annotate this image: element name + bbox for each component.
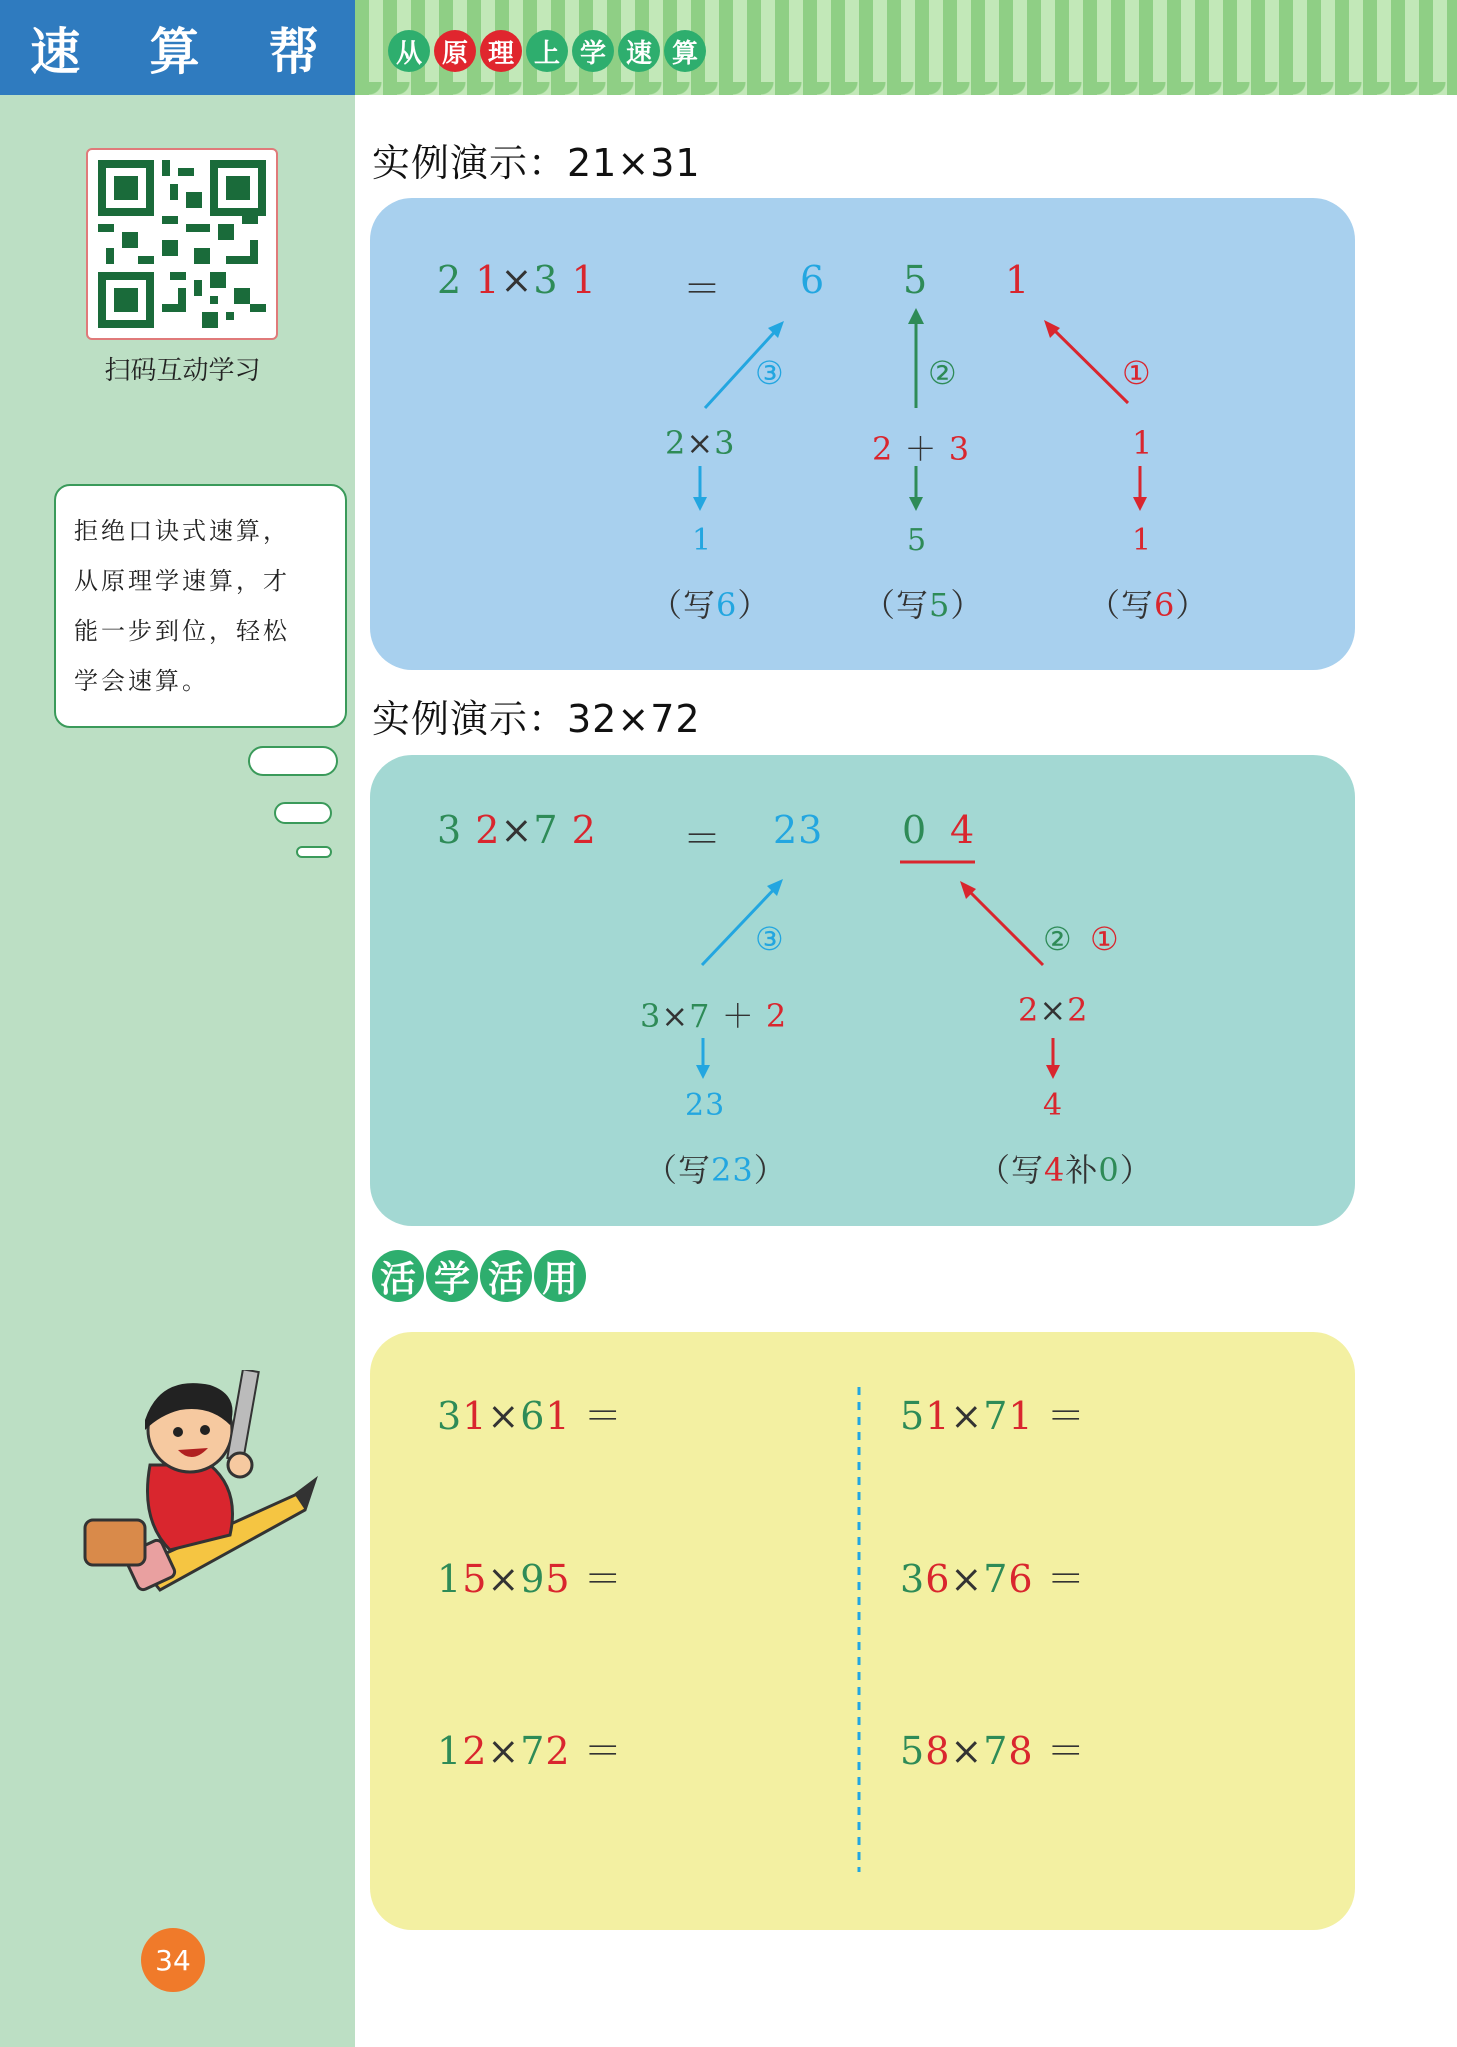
times-sign: × [500, 808, 534, 852]
digit: 6 [925, 1557, 951, 1601]
qr-code[interactable] [86, 148, 278, 340]
practice-problem[interactable] [437, 1385, 623, 1440]
digit: 1 [1008, 1394, 1034, 1438]
step-note [863, 580, 983, 626]
tip-line: 从原理学速算，才 [74, 567, 290, 595]
step-mark: ③ [755, 920, 785, 958]
digit: 1 [545, 1394, 571, 1438]
equals-sign: ＝ [1046, 1557, 1086, 1601]
thought-bubble [248, 746, 338, 776]
digit: 3 [640, 997, 662, 1035]
step-note [1088, 580, 1208, 626]
note-text: ） [737, 586, 771, 624]
series-char: 速 [618, 30, 660, 72]
arrow-head [909, 497, 923, 511]
arrow-line [1050, 326, 1128, 403]
step-mark: ① [1122, 354, 1152, 392]
digit: 3 [437, 808, 463, 852]
step-note [650, 580, 770, 626]
digit: 2 [1067, 991, 1089, 1029]
equals-sign: ＝ [583, 1394, 623, 1438]
digit: 1 [437, 1729, 463, 1773]
header-scallop [355, 82, 1457, 100]
qr-caption: 扫码互动学习 [104, 356, 261, 386]
step-mark: ② [1043, 920, 1073, 958]
thought-bubble [296, 846, 332, 858]
digit: 2 [462, 1729, 488, 1773]
step-mark: ① [1090, 920, 1120, 958]
note-value: 6 [1154, 586, 1176, 624]
arrow-head [1133, 497, 1147, 511]
arrow-head [908, 308, 924, 324]
result-digit: 23 [773, 808, 824, 852]
times-sign: × [950, 1729, 984, 1773]
practice-problem[interactable] [900, 1385, 1086, 1440]
digit: 6 [1008, 1557, 1034, 1601]
step-mark: ② [928, 354, 958, 392]
note-text: ） [1119, 1151, 1153, 1189]
digit: 5 [462, 1557, 488, 1601]
example2-equation [437, 808, 597, 852]
thought-bubble [274, 802, 332, 824]
practice-problem[interactable] [437, 1720, 623, 1775]
times-sign: × [950, 1557, 984, 1601]
arrow-line [966, 888, 1043, 965]
digit: 3 [714, 424, 736, 462]
digit: 3 [437, 1394, 463, 1438]
step-expression [872, 424, 970, 470]
digit: 5 [900, 1729, 926, 1773]
digit: 2 [665, 424, 687, 462]
note-value: 23 [711, 1151, 754, 1189]
series-char: 原 [434, 30, 476, 72]
result-digit: 4 [950, 808, 976, 852]
note-value: 5 [929, 586, 951, 624]
digit: 1 [925, 1394, 951, 1438]
times-sign: × [487, 1394, 521, 1438]
brand-title: 速 算 帮 [0, 0, 355, 95]
digit: 7 [533, 808, 559, 852]
operator: ＋ [721, 997, 755, 1035]
step-result: 23 [685, 1088, 726, 1123]
times-sign: × [487, 1729, 521, 1773]
arrow-head [693, 497, 707, 511]
note-text: （写 [978, 1151, 1045, 1189]
practice-title-char: 活 [480, 1250, 532, 1302]
digit: 2 [571, 808, 597, 852]
practice-problem[interactable] [900, 1720, 1086, 1775]
digit: 5 [900, 1394, 926, 1438]
series-char: 理 [480, 30, 522, 72]
note-text: （写 [645, 1151, 712, 1189]
digit: 7 [520, 1729, 546, 1773]
times-sign: × [500, 258, 534, 302]
series-char: 算 [664, 30, 706, 72]
note-text: 补 [1065, 1151, 1099, 1189]
digit: 2 [1018, 991, 1040, 1029]
tip-line: 学会速算。 [74, 667, 209, 695]
digit: 6 [520, 1394, 546, 1438]
operator: ＋ [904, 430, 938, 468]
qr-code-image [98, 160, 266, 328]
digit: 1 [571, 258, 597, 302]
note-value: 4 [1044, 1151, 1066, 1189]
digit: 7 [983, 1557, 1009, 1601]
series-char: 上 [526, 30, 568, 72]
digit: 1 [475, 258, 501, 302]
digit: 7 [689, 997, 711, 1035]
example1-title: 实例演示：21×31 [372, 141, 701, 185]
digit: 1 [437, 1557, 463, 1601]
tip-line: 拒绝口诀式速算， [74, 517, 290, 545]
note-text: ） [1175, 586, 1209, 624]
equals-sign: ＝ [583, 1729, 623, 1773]
digit: 2 [545, 1729, 571, 1773]
note-text: （写 [1088, 586, 1155, 624]
note-text: ） [753, 1151, 787, 1189]
digit: 2 [765, 997, 788, 1035]
operator: × [661, 997, 690, 1035]
operator: × [686, 424, 715, 462]
step-result: 1 [692, 523, 713, 558]
step-result: 1 [1132, 523, 1153, 558]
equals-sign: ＝ [683, 817, 723, 861]
operator: × [1039, 991, 1068, 1029]
page-number: 34 [141, 1928, 205, 1992]
equals-sign: ＝ [683, 267, 723, 311]
digit: 2 [872, 430, 894, 468]
digit: 2 [437, 258, 463, 302]
tip-line: 能一步到位，轻松 [74, 617, 290, 645]
result-digit: 1 [1005, 258, 1031, 302]
step-note [978, 1145, 1153, 1191]
practice-problem[interactable] [900, 1548, 1086, 1603]
times-sign: × [950, 1394, 984, 1438]
practice-title-char: 学 [426, 1250, 478, 1302]
series-char: 从 [388, 30, 430, 72]
digit: 8 [1008, 1729, 1034, 1773]
practice-title-char: 用 [534, 1250, 586, 1302]
digit: 2 [475, 808, 501, 852]
digit: 3 [948, 430, 971, 468]
digit: 9 [520, 1557, 546, 1601]
digit: 8 [925, 1729, 951, 1773]
step-expression: 1 [1132, 424, 1154, 462]
digit: 7 [983, 1729, 1009, 1773]
series-title [388, 30, 706, 72]
note-value: 6 [716, 586, 738, 624]
equals-sign: ＝ [583, 1557, 623, 1601]
digit: 3 [900, 1557, 926, 1601]
practice-title [372, 1250, 586, 1302]
practice-problem[interactable] [437, 1548, 623, 1603]
digit: 7 [983, 1394, 1009, 1438]
result-digit: 6 [800, 258, 826, 302]
digit: 1 [462, 1394, 488, 1438]
step-expression [665, 424, 736, 462]
series-char: 学 [572, 30, 614, 72]
practice-title-char: 活 [372, 1250, 424, 1302]
arrow-head [696, 1065, 710, 1079]
note-value: 0 [1098, 1151, 1120, 1189]
times-sign: × [487, 1557, 521, 1601]
equals-sign: ＝ [1046, 1729, 1086, 1773]
digit: 3 [533, 258, 559, 302]
step-note [645, 1145, 787, 1191]
result-digit: 5 [903, 258, 929, 302]
digit: 5 [545, 1557, 571, 1601]
note-text: （写 [650, 586, 717, 624]
example1-equation [437, 258, 597, 302]
tip-note [54, 484, 347, 728]
step-result: 5 [907, 523, 928, 558]
example2-title: 实例演示：32×72 [372, 697, 701, 741]
note-text: （写 [863, 586, 930, 624]
step-expression [640, 991, 787, 1037]
step-mark: ③ [755, 354, 785, 392]
result-digit: 0 [902, 808, 928, 852]
note-text: ） [950, 586, 984, 624]
equals-sign: ＝ [1046, 1394, 1086, 1438]
arrow-head [1046, 1065, 1060, 1079]
step-expression [1018, 991, 1089, 1029]
mascot-illustration [80, 1370, 325, 1610]
step-result: 4 [1043, 1088, 1064, 1123]
